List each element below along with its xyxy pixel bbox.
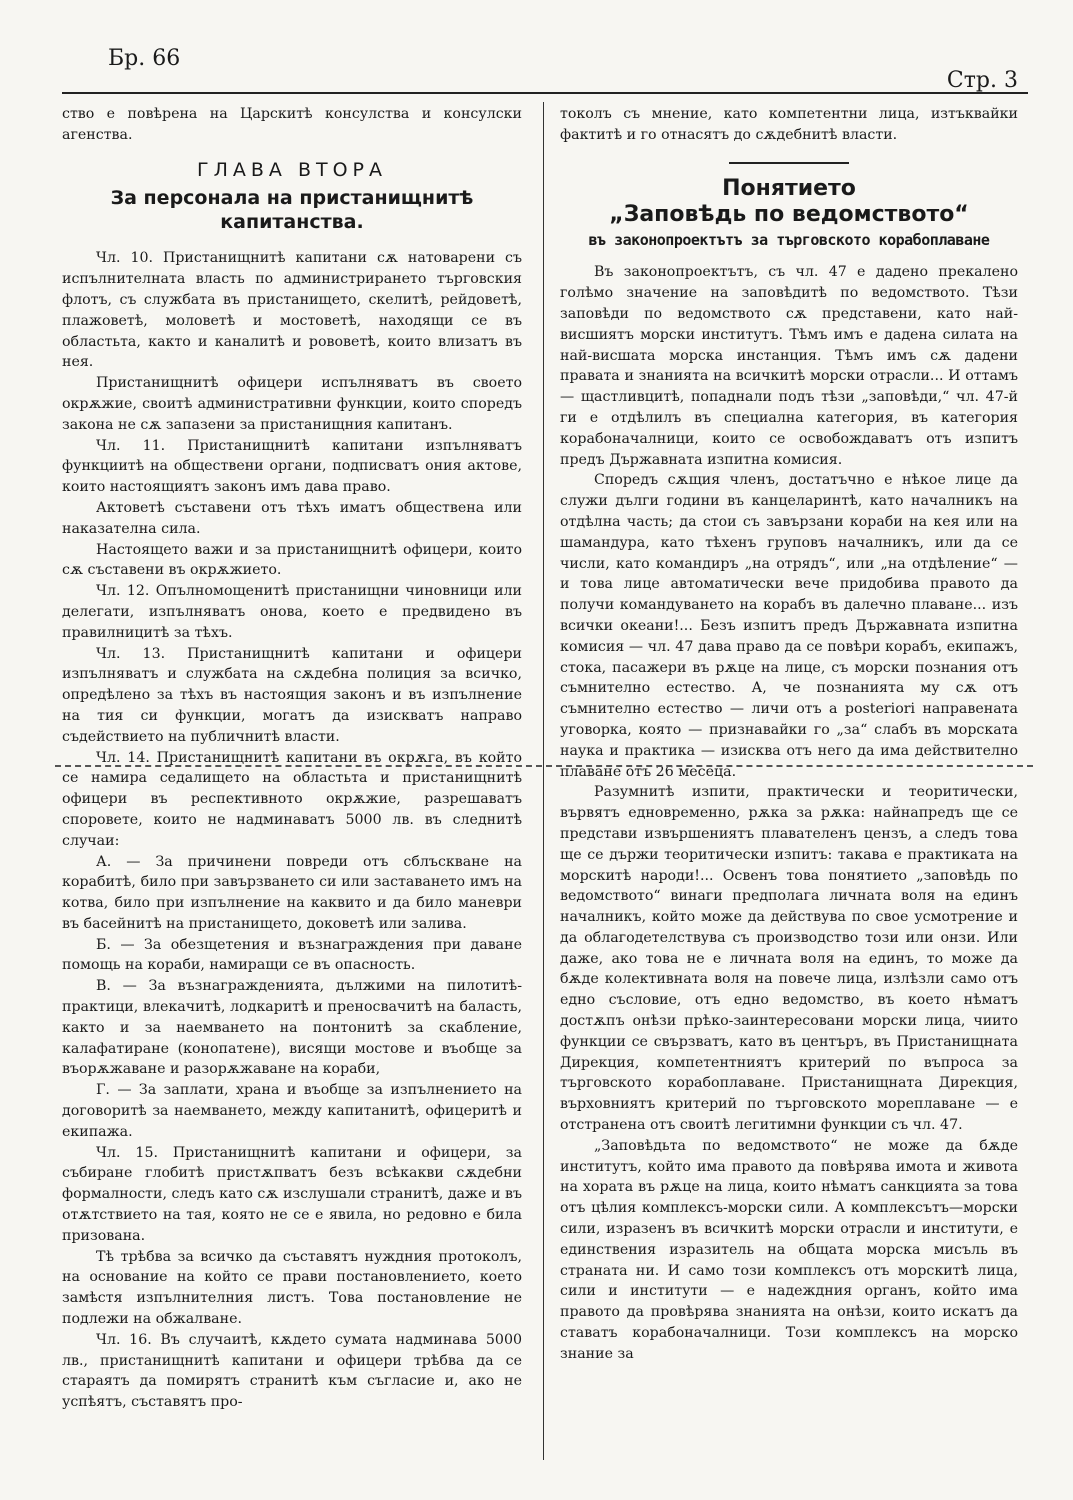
paragraph: Споредъ сѫщия членъ, достатъчно е нѣкое лице да служи дълги години въ канцеларинтѣ, като началникъ на отдѣлна часть; да стои съ завързани кораби на кея или на шамандура, като тѣхенъ груповъ началникъ, или да се числи, като командиръ „на отрядъ“, или „на отдѣление“ — и това лице автоматически вече придобива правото да получи командуването на корабъ въ далечно плаване... изъ всички океани!... Безъ изпитъ предъ Държавната изпитна комисия — чл. 47 дава право да се повѣри корабъ, екипажъ, стока, пасажери въ рѫце на лице, съ морски познания отъ съмнително естество. А, че познанията му сѫ отъ съмнително естество — личи отъ а posteriori направената уговорка, която — признавайки го „за“ слабъ въ морската наука и практика — изисква отъ него да има действително плаване отъ 26 месеца. [560, 472, 1018, 780]
left-column [62, 104, 522, 1413]
paragraph: Чл. 16. Въ случаитѣ, кѫдето сумата надминава 5000 лв., пристанищнитѣ капитани и офицери трѣбва да се стараятъ да помирятъ странитѣ към съгласие и, ако не успѣятъ, съставятъ про- [62, 1331, 522, 1411]
paragraph: токолъ съ мнение, като компетентни лица, изтъквайки фактитѣ и го отнасятъ до сѫдебнитѣ власти. [560, 106, 1018, 143]
paragraph: Чл. 10. Пристанищнитѣ капитани сѫ натоварени съ испълнителната власть по администрирането търговския флотъ, съ службата въ пристанището, скелитѣ, рейдоветѣ, плажоветѣ, моловетѣ и мостоветѣ, находящи се въ областьта, както и каналитѣ и рововетѣ, които влизатъ въ нея. [62, 250, 522, 371]
paragraph: Разумнитѣ изпити, практически и теоритически, вървятъ едновременно, рѫка за рѫка: найнапредъ ще се представи извършениятъ плавателенъ цензъ, а следъ това ще се държи теоритически изпитъ: такава е практиката на морскитѣ народи!... Освенъ това понятието „заповѣдь по ведомството“ винаги предполага личната воля на единъ началникъ, който може да действува по свое усмотрение и да облагодетелствува съ производство този или онзи. Или даже, ако това не е личната воля на единъ, то може да бѫде колективната воля на повече лица, излѣзли само отъ едно съсловие, отъ едно ведомство, въ което нѣматъ достѫпъ онѣзи прѣко-заинтересовани морски лица, чиито функции се свързватъ, като въ центъръ, въ Пристанищната Дирекция, компетентниятъ критерий по въпроса за търговското корабоплаване. Пристанищната Дирекция, върховниятъ критерий по търговското мореплаване — е отстранена отъ своитѣ легитимни функции съ чл. 47. [560, 784, 1018, 1134]
paragraph: Актоветѣ съставени отъ тѣхъ иматъ обществена или наказателна сила. [62, 499, 522, 537]
page-number: Стр. 3 [946, 68, 1018, 93]
paragraph: Настоящето важи и за пристанищнитѣ офицери, които сѫ съставени въ окрѫжието. [62, 541, 522, 579]
paragraph: А. — За причинени повреди отъ сблъскване на корабитѣ, било при завързването си или заставането имъ на котва, било при изпълнение на каквито и да било маневри въ басейнитѣ на пристанището, доковетѣ или залива. [62, 853, 522, 932]
paragraph: В. — За възнагражденията, дължими на пилотитѣ-практици, влекачитѣ, лодкаритѣ и преносвачитѣ на баласть, както и за наемването на понтонитѣ за скабление, калафатиране (конопатене), висящи мостове и въобще за въорѫжаване и разорѫжаване на кораби, [62, 978, 522, 1078]
article-title: Понятието [722, 175, 856, 201]
header-rule [62, 92, 1028, 94]
tear-line [55, 765, 1033, 767]
section-title: За персонала на пристанищнитѣ капитанства. [110, 187, 474, 234]
paragraph: „Заповѣдьта по ведомството“ не може да бѫде институтъ, който има правото да повѣрява имота и живота на хората въ рѫце на лица, които нѣматъ санкцията за това отъ цѣлия комплексъ-морски сили. А комплексътъ—морски сили, изразенъ въ всичкитѣ морски отрасли и институти, е единствения изразитель на общата морска мисъль въ страната ни. И само този комплексъ отъ морскитѣ лица, сили и институти — е надеждния органъ, който има правото да провѣрява знанията на онѣзи, които искатъ да ставатъ корабоначалници. Този комплексъ на морско знание за [560, 1137, 1018, 1362]
article-subtitle: „Заповѣдь по ведомството“ [609, 201, 969, 227]
chapter-heading: ГЛАВА ВТОРА [197, 158, 387, 181]
article-subtitle-secondary: въ законопроектътъ за търговското корабоплаване [588, 230, 990, 249]
paragraph: Чл. 15. Пристанищнитѣ капитани и офицери, за събиране глобитѣ пристѫпватъ безъ всѣкакви сѫдебни формалности, следъ като сѫ изслушали странитѣ, даже и въ отѫтствието на тая, която не се е явила, но редовно е била призована. [62, 1144, 522, 1244]
paragraph: Чл. 14. Пристанищнитѣ капитани въ окрѫга, въ който се намира седалището на областьта и пристанищнитѣ офицери въ респективното окрѫжие, разрешаватъ споровете, които не надминаватъ 5000 лв. въ следнитѣ случаи: [62, 749, 522, 849]
right-column [560, 104, 1018, 1365]
paragraph: ство е повѣрена на Царскитѣ консулства и консулски агенства. [62, 106, 522, 143]
paragraph: Пристанищнитѣ офицери испълняватъ въ своето окрѫжие, своитѣ административни функции, които споредъ закона не сѫ запазени за пристанищния капитанъ. [62, 375, 522, 433]
article-separator [729, 162, 849, 164]
column-divider [543, 102, 544, 1460]
paragraph: Чл. 12. Опълномощенитѣ пристанищни чиновници или делегати, изпълняватъ онова, което е предвидено въ правилницитѣ за тѣхъ. [62, 583, 522, 641]
paragraph: Чл. 11. Пристанищнитѣ капитани изпълняватъ функциитѣ на обществени органи, подписватъ ония актове, които настоящиятъ законъ имъ дава право. [62, 437, 522, 496]
paragraph: Чл. 13. Пристанищнитѣ капитани и офицери изпълняватъ и службата на сѫдебна полиция за всичко, опредѣлено за тѣхъ въ настоящия законъ и въ изпълнение на тия си функции, могатъ да изискватъ направо съдействието на публичнитѣ власти. [62, 645, 522, 745]
paragraph: Въ законопроектътъ, съ чл. 47 е дадено прекалено голѣмо значение на заповѣдитѣ по ведомството. Тѣзи заповѣди по ведомството сѫ представени, като най-висшиятъ морски институтъ. Тѣмъ имъ е дадена силата на най-висшата морска инстанция. Тѣмъ имъ сѫ дадени правата и знанията на всичкитѣ морски отрасли... И оттамъ — щастливцитѣ, попаднали подъ тѣзи „заповѣди,“ чл. 47-й ги е отдѣлилъ въ специална категория, въ категория корабоначалници, които се освобождаватъ отъ изпитъ предъ Държавната изпитна комисия. [560, 264, 1018, 468]
paragraph: Тѣ трѣбва за всичко да съставятъ нуждния протоколъ, на основание на който се прави постановлението, което замѣстя изпълнителния листъ. Това постановление не подлежи на обжалване. [62, 1248, 522, 1328]
issue-number: Бр. 66 [108, 46, 181, 71]
paragraph: Г. — За заплати, храна и въобще за изпълнението на договоритѣ за наемването, между капитанитѣ, офицеритѣ и екипажа. [62, 1082, 522, 1140]
paragraph: Б. — За обезщетения и възнаграждения при даване помощь на кораби, намиращи се въ опасность. [62, 936, 522, 974]
